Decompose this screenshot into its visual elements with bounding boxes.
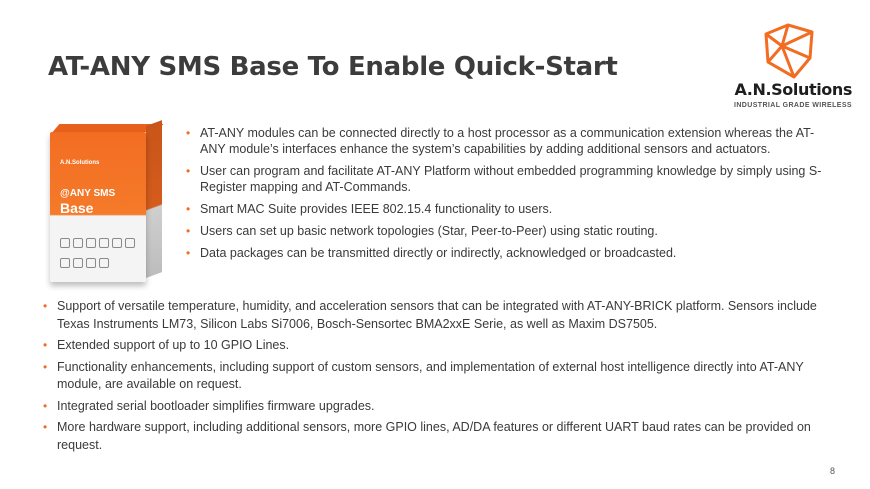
bullet-item: • Support of versatile temperature, humidity, and acceleration sensors that can be integrated with AT-ANY-BRICK platform. Sensors include Texas Instruments LM73, Silicon Labs Si7006, Bosch-Sensortec BMA2xxE Serie, as well as Maxim DS7505. bbox=[43, 298, 843, 333]
feature-icon bbox=[125, 238, 135, 248]
bullet-item: • Extended support of up to 10 GPIO Lines. bbox=[43, 337, 843, 355]
logo-wordmark: A.N.Solutions bbox=[734, 80, 852, 99]
bullet-item: • More hardware support, including additional sensors, more GPIO lines, AD/DA features or different UART baud rates can be provided on request. bbox=[43, 419, 843, 454]
feature-icon bbox=[86, 258, 96, 268]
bullet-item: • Functionality enhancements, including support of custom sensors, and implementation of external host intelligence directly into AT-ANY module, are available on request. bbox=[43, 359, 843, 394]
feature-icon bbox=[99, 238, 109, 248]
slide-title: AT-ANY SMS Base To Enable Quick-Start bbox=[48, 52, 618, 82]
feature-icon bbox=[73, 238, 83, 248]
bullet-item: • AT-ANY modules can be connected directly to a host processor as a communication extension whereas the AT-ANY module’s interfaces enhance the system’s capabilities by adding additional sensors and actuators. bbox=[186, 125, 826, 157]
box-feature-icons bbox=[60, 236, 138, 276]
feature-icon bbox=[99, 258, 109, 268]
box-side bbox=[146, 120, 162, 278]
page-number: 8 bbox=[830, 466, 836, 476]
bullet-item: • Smart MAC Suite provides IEEE 802.15.4 functionality to users. bbox=[186, 201, 826, 217]
product-box-image bbox=[50, 124, 172, 282]
box-product-line2: Base bbox=[60, 200, 94, 216]
top-bullet-list bbox=[186, 125, 826, 267]
feature-icon bbox=[60, 258, 70, 268]
bottom-bullet-list bbox=[43, 298, 843, 458]
logo-tagline: INDUSTRIAL GRADE WIRELESS bbox=[734, 102, 852, 109]
feature-icon bbox=[73, 258, 83, 268]
bullet-item: • User can program and facilitate AT-ANY Platform without embedded programming knowledge by simply using S-Register mapping and AT-Commands. bbox=[186, 163, 826, 195]
feature-icon bbox=[60, 238, 70, 248]
box-front bbox=[50, 132, 146, 282]
company-logo bbox=[728, 22, 852, 114]
feature-icon bbox=[112, 238, 122, 248]
bullet-item: • Integrated serial bootloader simplifies firmware upgrades. bbox=[43, 398, 843, 416]
feature-icon bbox=[86, 238, 96, 248]
bullet-item: • Users can set up basic network topologies (Star, Peer-to-Peer) using static routing. bbox=[186, 223, 826, 239]
polygon-mesh-icon bbox=[758, 22, 818, 80]
box-product-line1: @ANY SMS bbox=[60, 188, 116, 199]
bullet-item: • Data packages can be transmitted directly or indirectly, acknowledged or broadcasted. bbox=[186, 245, 826, 261]
box-brand: A.N.Solutions bbox=[60, 160, 100, 166]
